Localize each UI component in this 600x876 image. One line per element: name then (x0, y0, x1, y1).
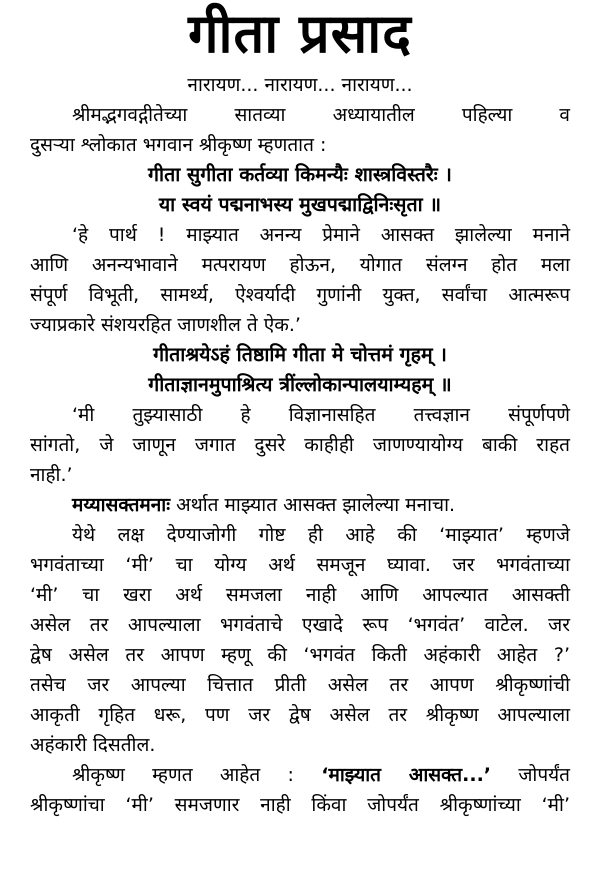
page-title: गीता प्रसाद (188, 2, 412, 65)
para4-term: मय्यासक्तमनाः (72, 494, 171, 516)
para4-line (30, 490, 570, 520)
para6-line-2: श्रीकृष्णांचा ‘मी’ समजणार नाही किंवा जोपर्यंत श्रीकृष्णांच्या ‘मी’ (30, 794, 570, 816)
para6-bold: ‘माझ्यात आसक्त...’ (321, 764, 492, 786)
para6-start: श्रीकृष्ण म्हणत आहेत : (72, 764, 322, 786)
para3-line-1: ‘मी तुझ्यासाठी हे विज्ञानासहित तत्त्वज्ञान संपूर्णपणे (72, 404, 570, 426)
para5-line-8: अहंकारी दिसतील. (30, 734, 156, 756)
para2-line-4: ज्याप्रकारे संशयरहित जाणशील ते ऐक.’ (30, 314, 301, 336)
para5-line-2: भगवंताच्या ‘मी’ चा योग्य अर्थ समजून घ्यावा. जर भगवंताच्या (30, 554, 570, 576)
para5-line-7: आकृती गृहित धरू, पण जर द्वेष असेल तर श्रीकृष्ण आपल्याला (30, 704, 570, 726)
para1-line-1: श्रीमद्भगवद्गीतेच्या सातव्या अध्यायातील पहिल्या व (72, 104, 570, 126)
invocation-line: नारायण... नारायण... नारायण... (187, 74, 413, 96)
para2-line-3: संपूर्ण विभूती, सामर्थ्य, ऐश्वर्यादी गुणांनी युक्त, सर्वांचा आत्मरूप (30, 284, 570, 306)
para4-rest: अर्थात माझ्यात आसक्त झालेल्या मनाचा. (170, 494, 456, 516)
para5-line-1: येथे लक्ष देण्याजोगी गोष्ट ही आहे की ‘माझ्यात’ म्हणजे (72, 524, 570, 546)
para6-line-1 (30, 760, 570, 790)
para5-line-3: ‘मी’ चा खरा अर्थ समजला नाही आणि आपल्यात आसक्ती (30, 584, 570, 606)
verse1-line-2: या स्वयं पद्मनाभस्य मुखपद्माद्विनिःसृता ॥ (158, 193, 442, 216)
document-page (0, 4, 600, 876)
para3-line-3: नाही.’ (30, 464, 73, 486)
para1-line-2: दुसऱ्या श्लोकात भगवान श्रीकृष्ण म्हणतात : (30, 134, 327, 156)
para5-line-4: असेल तर आपल्याला भगवंताचे एखादे रूप ‘भगवंत’ वाटेल. जर (30, 614, 570, 636)
para2-line-1: ‘हे पार्थ ! माझ्यात अनन्य प्रेमाने आसक्त झालेल्या मनाने (72, 224, 570, 246)
para6-end: जोपर्यंत (491, 764, 570, 786)
verse2-line-1: गीताश्रयेऽहं तिष्ठामि गीता मे चोत्तमं गृहम् । (153, 343, 447, 366)
verse2-line-2: गीताज्ञानमुपाश्रित्य त्रींल्लोकान्पालयाम्यहम् ॥ (148, 373, 452, 396)
verse1-line-1: गीता सुगीता कर्तव्या किमन्यैः शास्त्रविस्तरैः । (148, 163, 452, 186)
para5-line-6: तसेच जर आपल्या चित्तात प्रीती असेल तर आपण श्रीकृष्णांची (30, 674, 570, 696)
para2-line-2: आणि अनन्यभावाने मत्परायण होऊन, योगात संलग्न होत मला (30, 254, 570, 276)
para5-line-5: द्वेष असेल तर आपण म्हणू की ‘भगवंत किती अहंकारी आहेत ?’ (30, 644, 570, 666)
para3-line-2: सांगतो, जे जाणून जगात दुसरे काहीही जाणण्यायोग्य बाकी राहत (30, 434, 570, 456)
